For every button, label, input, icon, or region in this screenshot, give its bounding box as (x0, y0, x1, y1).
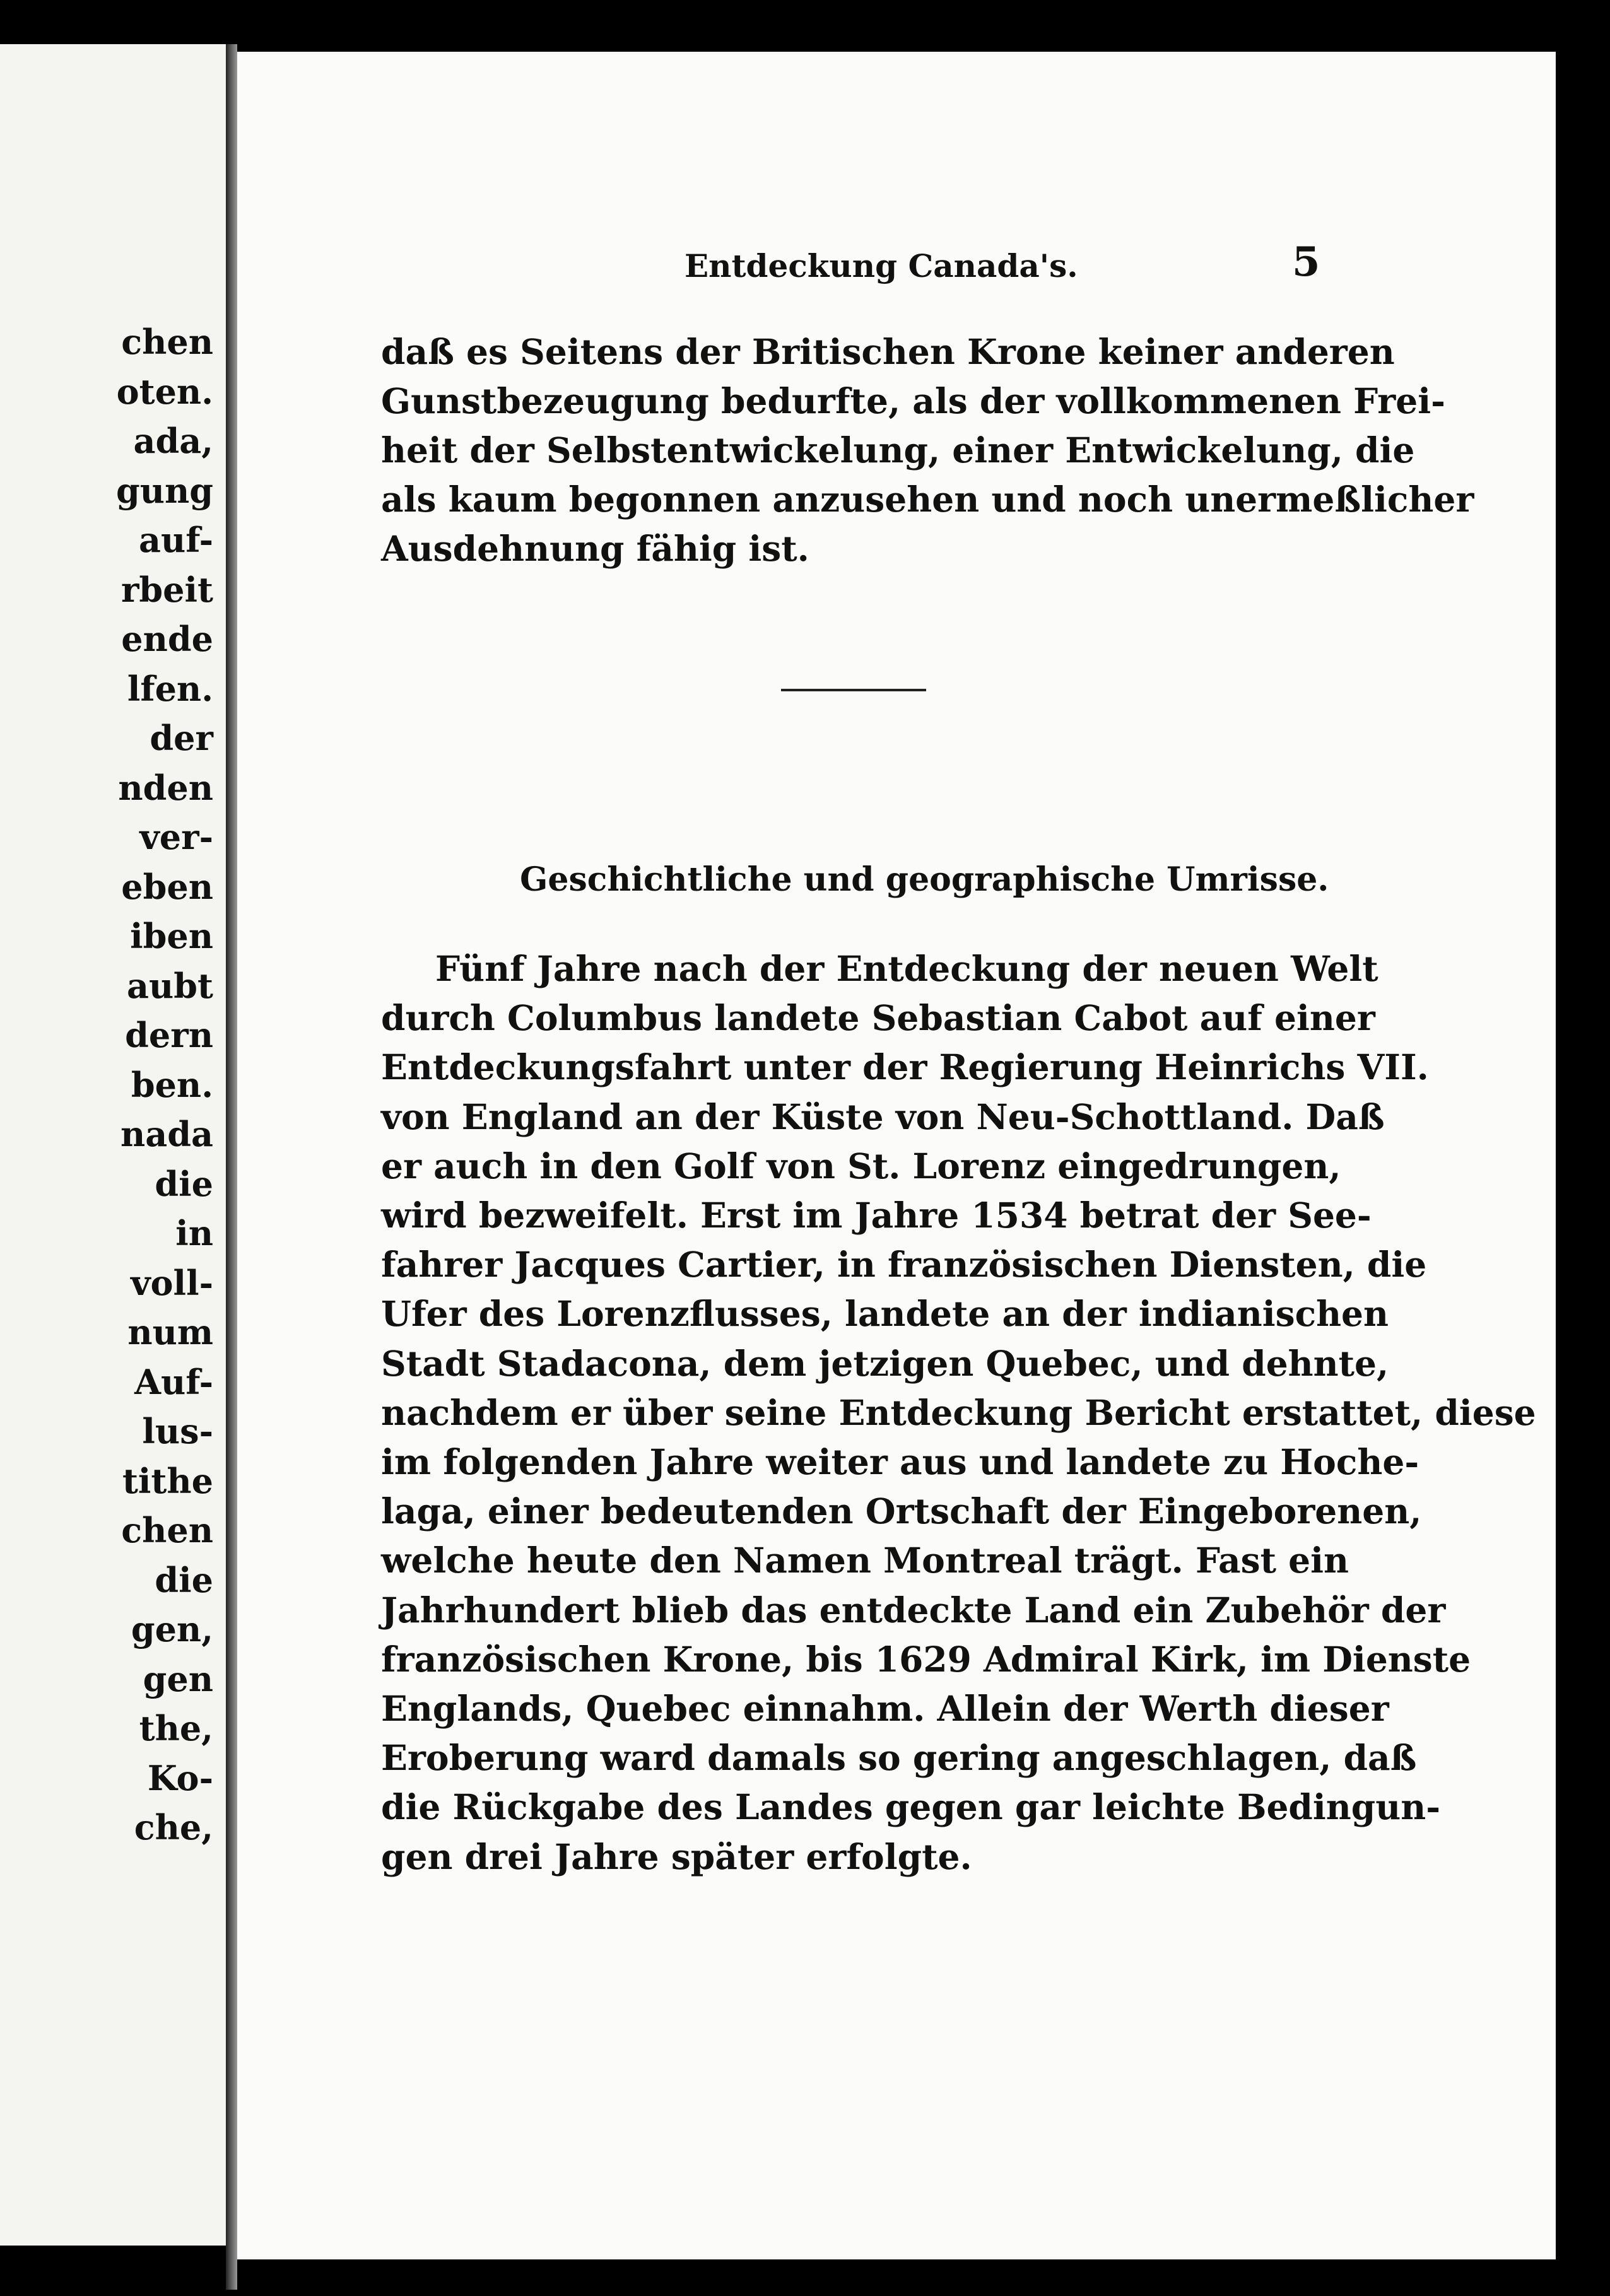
text-line: als kaum begonnen anzusehen und noch unermeßlicher (381, 479, 1474, 520)
left-page-fragment: iben (130, 916, 213, 956)
text-line: daß es Seitens der Britischen Krone keiner anderen (381, 331, 1395, 372)
left-page-fragment: gen (143, 1658, 213, 1699)
text-line: wird bezweifelt. Erst im Jahre 1534 betrat der See- (381, 1195, 1372, 1236)
left-page-fragment: gen, (131, 1609, 213, 1649)
text-line: Eroberung ward damals so gering angeschlagen, daß (381, 1737, 1417, 1779)
left-page-fragment: the, (139, 1708, 213, 1748)
left-page-fragment: oten. (116, 371, 213, 412)
text-line: Ausdehnung fähig ist. (381, 528, 809, 569)
left-page-fragment: num (127, 1312, 213, 1352)
text-line: gen drei Jahre später erfolgte. (381, 1836, 972, 1877)
text-line: fahrer Jacques Cartier, in französischen Diensten, die (381, 1244, 1427, 1286)
text-line: Jahrhundert blieb das entdeckte Land ein Zubehör der (381, 1589, 1446, 1631)
left-page-fragment: ende (121, 619, 213, 659)
text-line: im folgenden Jahre weiter aus und landete zu Hoche- (381, 1441, 1419, 1482)
text-line: von England an der Küste von Neu-Schottland. Daß (381, 1096, 1385, 1137)
left-page-fragment: ben. (131, 1064, 213, 1105)
text-line: Stadt Stadacona, dem jetzigen Quebec, und dehnte, (381, 1342, 1389, 1384)
text-line: Gunstbezeugung bedurfte, als der vollkommenen Frei- (381, 380, 1445, 421)
section-heading: Geschichtliche und geographische Umrisse. (520, 860, 1329, 899)
text-line: die Rückgabe des Landes gegen gar leichte Bedingun- (381, 1786, 1441, 1828)
left-page-fragment: dern (125, 1015, 213, 1055)
text-line: heit der Selbstentwickelung, einer Entwickelung, die (381, 430, 1415, 471)
left-page-fragment: die (155, 1559, 213, 1600)
text-line: französischen Krone, bis 1629 Admiral Kirk, im Dienste (381, 1638, 1471, 1680)
text-line: welche heute den Namen Montreal trägt. Fast ein (381, 1540, 1349, 1581)
left-page-fragment: lfen. (127, 668, 213, 709)
text-line: laga, einer bedeutenden Ortschaft der Eingeborenen, (381, 1491, 1422, 1532)
left-page-fragment: lus- (142, 1411, 213, 1451)
text-line: Fünf Jahre nach der Entdeckung der neuen Welt (435, 948, 1378, 989)
left-page-fragment: aubt (127, 965, 213, 1006)
left-page-fragment: gung (115, 470, 213, 511)
left-page-fragment: nada (120, 1114, 213, 1154)
left-page-fragment: der (150, 718, 213, 758)
text-line: Englands, Quebec einnahm. Allein der Werth dieser (381, 1688, 1389, 1729)
left-page-fragment: che, (134, 1807, 213, 1848)
left-page-fragment: voll- (131, 1262, 213, 1303)
left-page-fragment: Auf- (134, 1361, 213, 1402)
left-page-fragment: nden (118, 767, 213, 808)
running-head: Entdeckung Canada's. (685, 247, 1078, 284)
left-page-fragment: tithe (122, 1460, 213, 1501)
left-page-fragment: rbeit (120, 569, 213, 610)
text-line: durch Columbus landete Sebastian Cabot auf einer (381, 997, 1375, 1039)
left-page-fragment: auf- (139, 520, 213, 560)
text-line: Entdeckungsfahrt unter der Regierung Heinrichs VII. (381, 1046, 1429, 1088)
text-line: nachdem er über seine Entdeckung Bericht erstattet, diese (381, 1391, 1536, 1433)
left-page-fragment: in (175, 1213, 213, 1253)
left-page-fragment: chen (121, 322, 213, 362)
left-page-fragment: Ko- (147, 1757, 213, 1798)
left-page-edge (0, 44, 227, 2246)
section-divider-rule (781, 689, 926, 691)
left-page-fragment: chen (121, 1510, 213, 1550)
text-line: Ufer des Lorenzflusses, landete an der indianischen (381, 1293, 1389, 1335)
text-line: er auch in den Golf von St. Lorenz eingedrungen, (381, 1145, 1341, 1186)
book-gutter (226, 44, 237, 2290)
left-page-fragment: ada, (133, 421, 213, 461)
left-page-fragment: die (155, 1163, 213, 1204)
left-page-fragment: eben (121, 866, 213, 907)
left-page-fragment: ver- (139, 817, 213, 857)
page-number: 5 (1292, 238, 1320, 286)
